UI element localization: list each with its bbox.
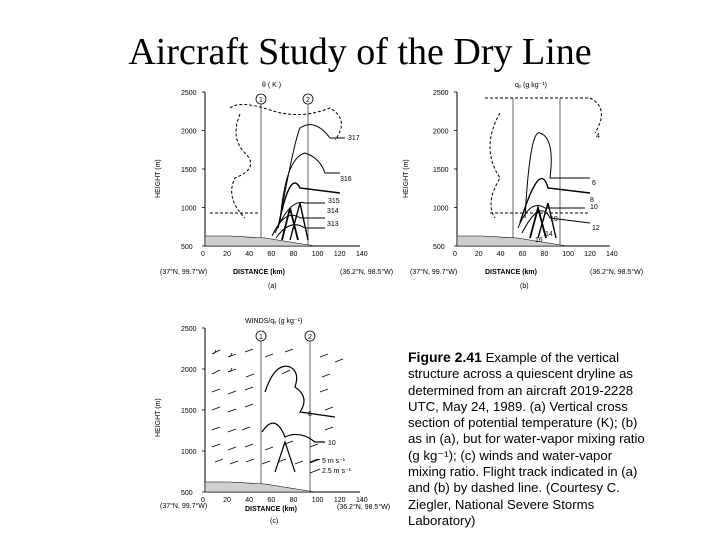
panel-c-y-tick-label: 2500 [181,326,197,333]
panel-b-x-tick-label: 0 [453,251,457,258]
panel-a-marker-2: 2 [306,97,310,104]
panel-a-x-tick-label: 140 [356,251,368,258]
panel-b-contours [485,98,601,238]
panel-c-x-tick-label: 40 [245,497,254,504]
panel-c-wind-barbs [212,349,343,464]
panel-b-y-tick-label: 1000 [433,205,449,213]
panel-c-contour-label: 6 [308,411,312,418]
panel-c-y-ticks [181,326,205,497]
panel-b-contour-label: 16 [535,237,543,244]
panel-a-left-coord: (37°N, 99.7°W) [160,269,208,276]
panel-a-contours [210,104,345,240]
figure-number: Figure 2.41 [408,349,482,365]
panel-a-x-tick-label: 80 [289,251,298,258]
panel-b-label: (b) [520,283,529,290]
panel-a-y-tick-label: 1500 [181,167,197,174]
panel-a-y-tick-label: 1000 [181,205,197,213]
panel-c-y-tick-label: 2000 [181,367,197,374]
panel-a-xlabel: DISTANCE (km) [233,269,285,276]
panel-a-contour-label: 313 [327,221,339,228]
panel-c-x-tick-label: 100 [311,497,324,504]
panel-b-right-coord: (36.2°N, 98.5°W) [590,269,644,276]
panel-c [150,312,400,527]
panel-b-contour-label: 10 [550,216,558,223]
panel-b-header: qᵥ (g kg⁻¹) [515,82,548,89]
panel-b-x-tick-label: 60 [518,251,527,258]
panel-a-x-tick-label: 0 [201,251,205,258]
panel-c-xlabel: DISTANCE (km) [245,506,297,513]
panel-b-ylabel: HEIGHT (m) [403,159,410,198]
panel-b-y-tick-label: 2500 [433,90,449,97]
panel-c-x-tick-label: 80 [289,497,298,504]
panel-b-x-ticks [453,251,618,258]
panel-a-y-tick-label: 2500 [181,90,197,97]
panel-a-contour-label: 316 [340,176,352,183]
panel-a-contour-label: 317 [348,135,360,142]
figure-caption [408,349,653,529]
panel-b-contour-label: 6 [592,180,596,187]
panel-b-y-tick-label: 500 [433,244,445,251]
panel-a-header: θ ( K ) [262,82,282,89]
panel-a-y-tick-label: 500 [181,244,193,251]
panel-b-y-ticks [433,90,457,251]
slide-title: Aircraft Study of the Dry Line [128,31,592,73]
panel-a-x-tick-label: 120 [333,251,346,258]
panel-a-x-tick-label: 100 [311,251,324,258]
panel-a-contour-labels [327,135,360,228]
panel-c-marker-1: 1 [259,334,263,341]
panel-c-x-ticks [201,497,368,504]
panel-a-marker-1: 1 [259,97,263,104]
panel-a [150,78,400,293]
panel-b-contour-label: 8 [590,197,594,204]
panel-c-y-tick-label: 1000 [181,449,197,456]
panel-b [400,78,650,293]
panel-b-contour-label: 14 [545,231,553,238]
panel-c-wind-legend [310,458,352,475]
panel-b-x-tick-label: 100 [562,251,574,258]
panel-b-x-tick-label: 120 [584,251,596,258]
panel-c-right-coord: (36.2°N, 98.5°W) [337,504,391,511]
panel-a-y-ticks [181,90,205,251]
panel-a-terrain [205,236,315,246]
panel-a-contour-label: 314 [327,208,339,215]
panel-c-header: WINDS/qᵥ (g kg⁻¹) [245,318,303,325]
panel-a-label: (a) [268,283,277,290]
panel-c-x-tick-label: 60 [267,497,276,504]
panel-c-label: (c) [270,518,279,525]
panel-c-markers [256,331,315,492]
panel-b-left-coord: (37°N, 99.7°W) [410,269,458,276]
panel-a-right-coord: (36.2°N, 98.5°W) [340,269,394,276]
panel-c-x-tick-label: 20 [223,497,231,504]
panel-a-y-tick-label: 2000 [181,128,197,136]
panel-c-wind-legend-item: 5 m s⁻¹ [322,458,346,465]
panel-c-marker-2: 2 [308,334,312,341]
panel-b-contour-labels [535,133,600,244]
figure-caption-text: Example of the vertical structure across a quiescent dryline as determined from an aircraft 2019-2228 UTC, May 24, 1989. (a) Vertical cross section of potential temperature (K); (b) as in (a), but for water-vapor mixing ratio (g kg⁻¹); (c) winds and water-vapor mixing ratio. Flight track indicated in (a) and (b) by dashed line. (Courtesy C. Ziegler, National Severe Storms Laboratory) [408,350,645,528]
panel-c-x-tick-label: 140 [356,497,368,504]
panel-c-y-tick-label: 500 [181,490,193,497]
panel-c-contours [262,366,335,472]
panel-b-x-tick-label: 40 [496,251,505,258]
panel-b-x-tick-label: 20 [474,251,483,258]
panel-b-y-tick-label: 1500 [433,167,449,174]
panel-c-y-tick-label: 1500 [181,408,197,415]
panel-a-x-ticks [201,251,368,258]
panel-b-contour-label: 4 [596,133,600,140]
panel-a-contour-label: 315 [328,198,340,205]
panel-a-x-tick-label: 60 [267,251,276,258]
panel-c-contour-label: 10 [328,440,336,447]
panel-b-xlabel: DISTANCE (km) [485,269,537,276]
panel-c-x-tick-label: 120 [333,497,346,504]
panel-b-x-tick-label: 140 [606,251,618,258]
panel-c-terrain [205,482,315,492]
panel-c-left-coord: (37°N, 99.7°W) [160,503,208,510]
panel-c-x-tick-label: 0 [201,497,205,504]
panel-b-contour-label: 10 [590,204,598,211]
panel-a-x-tick-label: 20 [223,251,231,258]
panel-b-contour-label: 12 [592,225,600,232]
panel-b-x-tick-label: 80 [540,251,549,258]
panel-c-ylabel: HEIGHT (m) [155,398,162,437]
panel-a-x-tick-label: 40 [245,251,254,258]
panel-c-wind-legend-item: 2.5 m s⁻¹ [322,468,351,475]
panel-b-y-tick-label: 2000 [433,128,449,136]
panel-a-ylabel: HEIGHT (m) [155,159,162,198]
